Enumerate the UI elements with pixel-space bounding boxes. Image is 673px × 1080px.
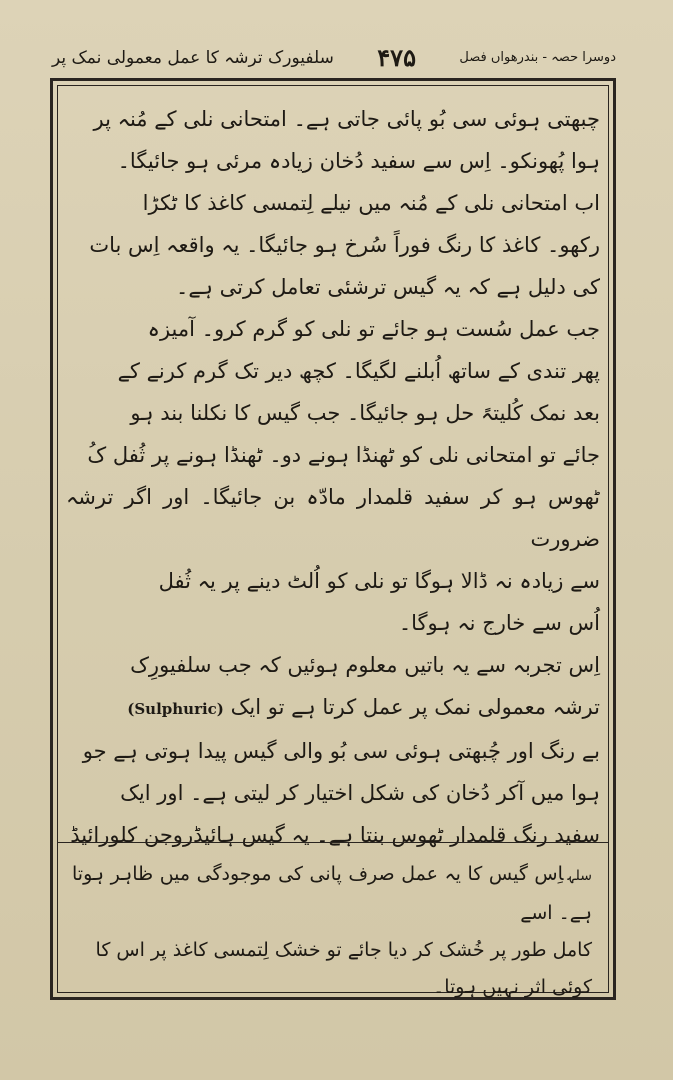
main-text	[66, 98, 600, 856]
footnote	[72, 856, 592, 1006]
text-line: اِس تجربہ سے یہ باتیں معلوم ہوئیں کہ جب سلفیورِک	[130, 653, 600, 677]
footnote-line	[72, 856, 592, 932]
page-number: ۴۷۵	[377, 42, 416, 72]
text-line: جب عمل سُست ہو جائے تو نلی کو گرم کرو۔ آمیزہ	[147, 317, 600, 341]
page-header	[52, 40, 616, 74]
latin-term: (Sulphuric)	[127, 700, 224, 718]
text-line: ترشہ معمولی نمک پر عمل کرتا ہے تو ایک	[230, 695, 600, 719]
text-line: سے زیادہ نہ ڈالا ہوگا تو نلی کو اُلٹ دینے پر یہ ثُفل	[158, 569, 600, 593]
text-line: ہوا میں آکر دُخان کی شکل اختیار کر لیتی ہے۔ اور ایک	[120, 781, 600, 805]
text-line: جائے تو امتحانی نلی کو ٹھنڈا ہونے دو۔ ٹھنڈا ہونے پر ثُفل کُ	[87, 443, 600, 467]
text-line-with-term	[66, 686, 600, 730]
running-title: سلفیورک ترشہ کا عمل معمولی نمک پر	[52, 47, 334, 68]
text-line: بعد نمک کُلیتہً حل ہو جائیگا۔ جب گیس کا نکلنا بند ہو	[130, 401, 600, 425]
text-line: رکھو۔ کاغذ کا رنگ فوراً سُرخ ہو جائیگا۔ یہ واقعہ اِس بات	[89, 233, 600, 257]
text-line: اُس سے خارج نہ ہوگا۔	[398, 611, 600, 635]
footnote-mark: سلہ	[567, 868, 592, 884]
text-line: اب امتحانی نلی کے مُنہ میں نیلے لِتمسی کاغذ کا ٹکڑا	[142, 191, 600, 215]
text-line: پھر تندی کے ساتھ اُبلنے لگیگا۔ کچھ دیر تک گرم کرنے کے	[117, 359, 600, 383]
text-line: چبھتی ہوئی سی بُو پائی جاتی ہے۔ امتحانی نلی کے مُنہ پر	[93, 107, 600, 131]
footnote-divider	[57, 842, 609, 843]
text-line: ہوا پُھونکو۔ اِس سے سفید دُخان زیادہ مرئی ہو جائیگا۔	[117, 149, 600, 173]
chapter-label: دوسرا حصہ - بندرھواں فصل	[459, 49, 616, 65]
text-line: سفید رنگ قلمدار ٹھوس بنتا ہے۔ یہ گیس ہائیڈروجن کلورائیڈ	[70, 823, 600, 847]
text-line: بے رنگ اور چُبھتی ہوئی سی بُو والی گیس پیدا ہوتی ہے جو	[82, 739, 600, 763]
text-line: کی دلیل ہے کہ یہ گیس ترشئی تعامل کرتی ہے۔	[176, 275, 600, 299]
text-line: ٹھوس ہو کر سفید قلمدار مادّہ بن جائیگا۔ اور اگر ترشہ ضرورت	[66, 485, 600, 551]
footnote-text: اِس گیس کا یہ عمل صرف پانی کی موجودگی میں ظاہر ہوتا ہے۔ اسے	[72, 863, 592, 924]
footnote-line: کامل طور پر خُشک کر دیا جائے تو خشک لِتمسی کاغذ پر اس کا	[95, 939, 592, 961]
footnote-line: کوئی اثر نہیں ہوتا۔	[433, 976, 592, 998]
